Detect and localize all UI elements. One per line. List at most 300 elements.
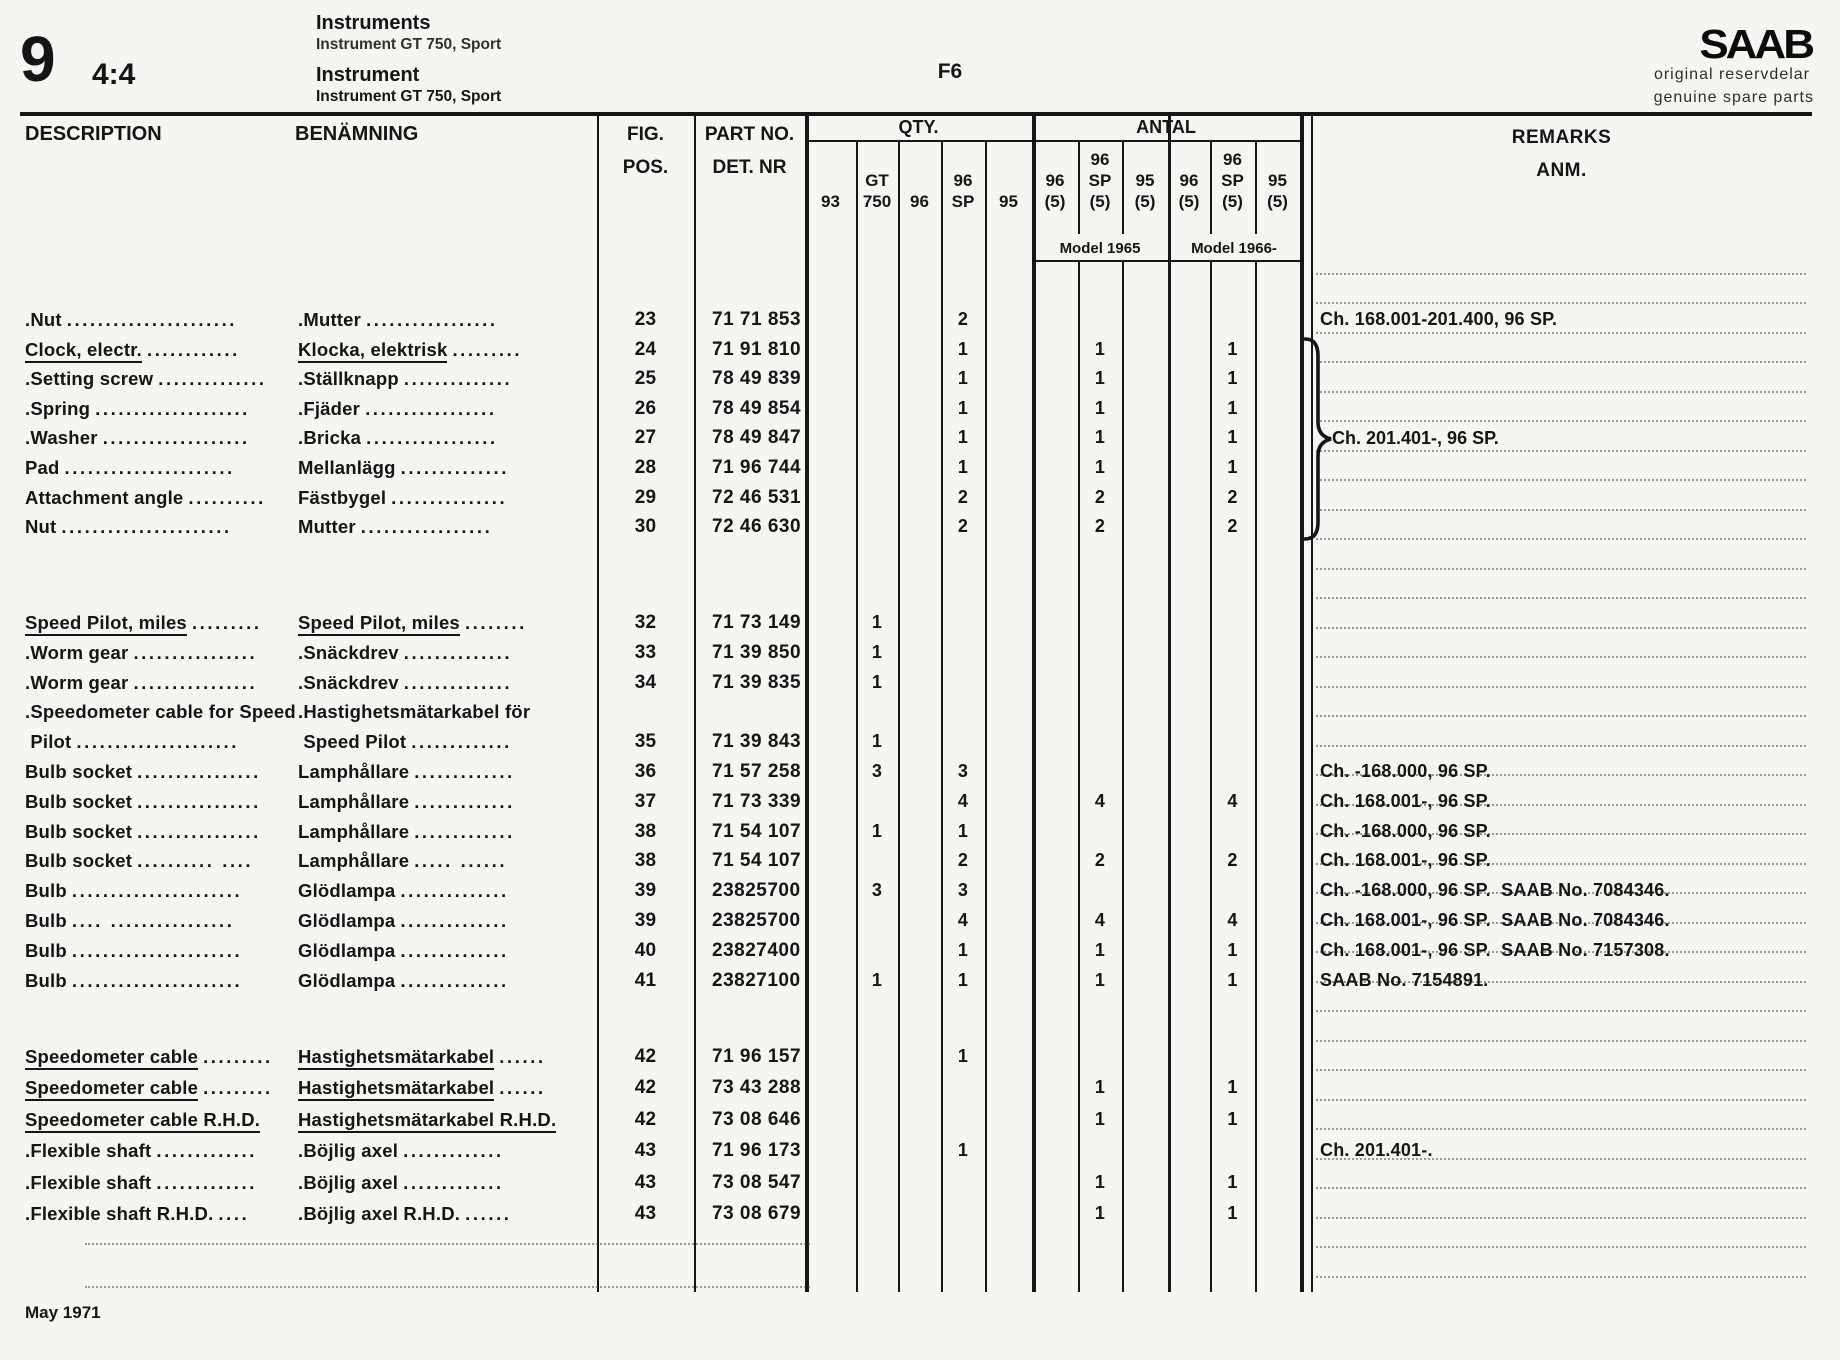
dotted-rule [1316, 568, 1806, 570]
leader-dots: .............. [400, 457, 509, 478]
table-row [0, 1172, 1840, 1199]
description-cell-text: .Flexible shaft R.H.D. [25, 1203, 214, 1224]
qty-value-cell: 1 [957, 397, 969, 418]
qty-value-cell: 1 [957, 939, 969, 960]
leader-dots: .............. [158, 368, 267, 390]
fig-pos-cell: 39 [634, 910, 657, 931]
benamning-cell-text: Lamphållare [298, 790, 410, 812]
description-cell-text: Bulb socket [25, 790, 133, 812]
qty-value-cell: 1 [957, 1046, 969, 1066]
saab-logo: SAAB [1699, 22, 1812, 68]
description-cell-text: Bulb [25, 880, 67, 902]
dotted-rule [1316, 1010, 1806, 1012]
qty-value-cell: 1 [957, 338, 969, 359]
qty-col-header-line: (5) [1089, 192, 1111, 211]
qty-value-cell: 1 [1227, 1108, 1238, 1129]
table-row [0, 309, 1840, 336]
part-number-cell: 23825700 [712, 910, 801, 931]
qty-value-cell: 3 [957, 761, 969, 781]
qty-value-cell: 2 [1094, 850, 1106, 871]
part-number-cell: 78 49 854 [712, 397, 802, 419]
fig-pos-cell: 36 [634, 761, 657, 782]
leader-dots: .......... [188, 486, 266, 508]
dotted-rule [1316, 1040, 1806, 1042]
description-cell [25, 1046, 273, 1068]
qty-col-header [805, 142, 856, 214]
qty-col-header-line: 96 [1045, 171, 1065, 190]
leader-dots: ................. [360, 516, 493, 538]
table-row [0, 516, 1840, 543]
benamning-cell [298, 821, 515, 843]
benamning-cell [298, 850, 507, 872]
qty-col-header-line: 95 [999, 192, 1018, 211]
description-cell [25, 309, 237, 331]
description-cell [25, 642, 257, 664]
fig-pos-cell: 24 [634, 338, 657, 360]
qty-value-cell: 1 [1094, 1108, 1106, 1129]
leader-dots: ................ [137, 820, 261, 842]
description-cell [25, 398, 250, 420]
qty-value-cell: 1 [1094, 338, 1106, 359]
fig-pos-cell: 42 [634, 1108, 657, 1130]
benamning-cell [298, 940, 509, 962]
benamning-cell [298, 457, 509, 479]
qty-value-cell: 1 [1094, 1077, 1106, 1098]
part-number-cell: 73 08 679 [712, 1203, 802, 1224]
description-cell [25, 487, 266, 509]
leader-dots: ............. [414, 820, 515, 842]
qty-value-cell: 2 [1227, 850, 1238, 871]
qty-value-cell: 2 [957, 516, 969, 537]
benamning-cell-text: Glödlampa [298, 939, 396, 961]
benamning-cell [298, 516, 492, 538]
leader-dots: .............. [400, 939, 509, 961]
qty-value-cell: 1 [1227, 939, 1238, 960]
description-cell-text: .Setting screw [25, 368, 154, 390]
part-number-cell: 23825700 [712, 880, 801, 902]
part-number-cell: 71 54 107 [712, 820, 802, 842]
leader-dots: ............. [403, 1140, 504, 1162]
description-cell-text: .Washer [25, 427, 98, 449]
qty-value-cell: 1 [957, 457, 969, 477]
qty-col-header-line: 96 [1179, 171, 1199, 190]
leader-dots: ................ [137, 790, 261, 812]
qty-value-cell: 3 [871, 880, 883, 901]
description-cell-text: Bulb [25, 939, 67, 961]
table-row [0, 457, 1840, 484]
qty-value-cell: 1 [871, 641, 883, 662]
qty-value-cell: 1 [1227, 1077, 1238, 1098]
part-number-cell: 71 96 173 [712, 1140, 802, 1162]
benamning-cell [298, 612, 527, 634]
qty-value-cell: 4 [957, 790, 969, 811]
qty-col-header [1078, 142, 1122, 214]
benamning-cell [298, 427, 498, 449]
dotted-rule [85, 1286, 810, 1288]
table-row [0, 1077, 1840, 1104]
fig-pos-cell: 37 [634, 790, 657, 812]
leader-dots: ................. [366, 309, 498, 330]
fig-pos-cell: 32 [634, 612, 657, 633]
column-header-det-nr: DET. NR [712, 157, 787, 178]
benamning-cell-text: Klocka, elektrisk [298, 339, 447, 363]
table-row [0, 701, 1840, 728]
dotted-rule [1316, 273, 1806, 275]
column-header-model-1965: Model 1965 [1059, 240, 1141, 257]
leader-dots: ......... [452, 338, 523, 360]
qty-value-cell: 1 [1094, 1203, 1106, 1223]
qty-col-header-line: 96 [910, 192, 929, 211]
leader-dots: ............. [414, 761, 515, 782]
description-cell [25, 457, 235, 479]
fig-pos-cell: 26 [634, 397, 657, 419]
remark-cell: Ch. 168.001-, 96 SP. [1320, 850, 1491, 871]
table-row [0, 910, 1840, 937]
brace-remark: Ch. 201.401-, 96 SP. [1332, 428, 1499, 448]
column-header-fig: FIG. [627, 124, 664, 145]
part-number-cell: 78 49 847 [712, 427, 802, 449]
leader-dots: ................. [366, 427, 498, 449]
benamning-cell [298, 1203, 512, 1225]
description-cell [25, 910, 234, 932]
qty-col-header [1210, 142, 1255, 214]
leader-dots: ...... [499, 1046, 546, 1067]
qty-value-cell: 3 [957, 880, 969, 901]
leader-dots: ......... [203, 1046, 273, 1067]
description-cell-text: Pad [25, 457, 60, 478]
title-english: Instruments [316, 12, 431, 34]
part-number-cell: 71 39 835 [712, 671, 802, 693]
fig-pos-cell: 35 [634, 731, 657, 753]
part-number-cell: 73 43 288 [712, 1077, 802, 1099]
leader-dots: ..................... [76, 731, 239, 753]
qty-col-header [985, 142, 1032, 214]
remark-cell: Ch. 168.001-, 96 SP. [1320, 790, 1491, 811]
benamning-cell-text: Hastighetsmätarkabel R.H.D. [298, 1109, 556, 1133]
description-cell-text: .Speedometer cable for Speed [25, 701, 296, 723]
part-number-cell: 71 73 149 [712, 612, 802, 633]
column-header-description: DESCRIPTION [25, 123, 162, 145]
table-row [0, 368, 1840, 395]
qty-value-cell: 1 [1227, 1203, 1238, 1223]
benamning-cell [298, 368, 512, 390]
qty-value-cell: 2 [957, 486, 969, 507]
fig-pos-cell: 29 [634, 486, 657, 508]
description-cell [25, 1172, 257, 1194]
qty-col-header-line: 96 [953, 171, 973, 190]
benamning-cell-text: .Ställknapp [298, 368, 399, 390]
leader-dots: .............. [400, 880, 509, 902]
part-number-cell: 71 39 850 [712, 641, 802, 663]
description-cell-text: .Worm gear [25, 641, 129, 663]
leader-dots: ............ [146, 338, 240, 360]
description-cell-text: .Nut [25, 309, 62, 330]
benamning-cell [298, 731, 512, 753]
remark-cell: Ch. -168.000, 96 SP. [1320, 820, 1491, 841]
part-number-cell: 71 54 107 [712, 850, 802, 872]
description-cell [25, 821, 261, 843]
qty-value-cell: 2 [1227, 516, 1238, 537]
qty-value-cell: 1 [1227, 368, 1238, 389]
leader-dots: ...................... [71, 969, 243, 991]
qty-value-cell: 4 [1227, 790, 1238, 811]
leader-dots: ...... [465, 1203, 512, 1224]
table-row [0, 791, 1840, 818]
leader-dots: ........ [464, 612, 527, 633]
description-cell [25, 731, 239, 753]
benamning-cell [298, 1140, 504, 1162]
description-cell-text: Speedometer cable [25, 1077, 198, 1101]
benamning-cell-text: .Böjlig axel [298, 1171, 399, 1193]
part-number-cell: 71 71 853 [712, 309, 802, 330]
leader-dots: .................... [95, 397, 250, 419]
qty-value-cell: 1 [1227, 338, 1238, 359]
dotted-rule [1316, 1276, 1806, 1278]
table-row [0, 880, 1840, 907]
benamning-cell-text: .Hastighetsmätarkabel för [298, 701, 531, 723]
benamning-cell [298, 701, 530, 723]
benamning-cell [298, 1046, 546, 1068]
leader-dots: ...................... [71, 880, 243, 902]
description-cell-text: Speedometer cable R.H.D. [25, 1109, 260, 1133]
qty-col-header-line: 96 [1223, 150, 1242, 169]
leader-dots: .............. [400, 969, 509, 991]
description-cell-text: Bulb socket [25, 850, 133, 872]
column-header-pos: POS. [622, 157, 669, 178]
description-cell-text: .Flexible shaft [25, 1171, 152, 1193]
description-cell [25, 612, 262, 634]
qty-value-cell: 1 [957, 820, 969, 841]
remark-cell: Ch. 168.001-201.400, 96 SP. [1320, 309, 1558, 329]
grid-horizontal-line [20, 112, 1812, 116]
qty-value-cell: 4 [1227, 910, 1238, 930]
fig-pos-cell: 38 [634, 850, 657, 872]
column-header-antal: ANTAL [1136, 117, 1196, 137]
benamning-cell [298, 1077, 546, 1099]
qty-col-header [1122, 142, 1168, 214]
part-number-cell: 71 96 744 [712, 457, 802, 478]
leader-dots: ................ [133, 641, 258, 663]
benamning-cell [298, 339, 522, 361]
column-header-qty: QTY. [898, 117, 939, 137]
description-cell [25, 850, 253, 872]
qty-col-header [1255, 142, 1300, 214]
benamning-cell-text: Speed Pilot [298, 731, 407, 753]
benamning-cell-text: .Snäckdrev [298, 671, 399, 693]
table-row [0, 970, 1840, 997]
leader-dots: ................... [102, 427, 250, 449]
leader-dots: .............. [400, 910, 509, 931]
description-cell [25, 1140, 257, 1162]
leader-dots: ............. [411, 731, 512, 753]
grid-horizontal-line [1032, 260, 1300, 262]
qty-value-cell: 1 [957, 969, 969, 990]
fig-pos-cell: 38 [634, 820, 657, 842]
part-number-cell: 23827100 [712, 969, 801, 991]
qty-col-header [856, 142, 898, 214]
qty-col-header-line: GT [865, 171, 889, 190]
part-number-cell: 71 73 339 [712, 790, 802, 812]
qty-value-cell: 2 [957, 309, 969, 329]
table-row [0, 642, 1840, 669]
benamning-cell-text: .Fjäder [298, 397, 361, 419]
qty-value-cell: 4 [1094, 910, 1106, 930]
description-cell [25, 761, 261, 783]
page-number: 9 [20, 23, 54, 95]
qty-value-cell: 4 [1094, 790, 1106, 811]
dotted-rule [85, 1243, 810, 1245]
leader-dots: .... ................ [71, 910, 235, 931]
footer-date: May 1971 [25, 1303, 101, 1322]
part-number-cell: 78 49 839 [712, 368, 802, 390]
brand-tagline-swedish: original reservdelar [1653, 66, 1810, 83]
description-cell-text: Pilot [25, 731, 72, 753]
qty-value-cell: 2 [1094, 486, 1106, 507]
section-code: F6 [937, 60, 963, 83]
benamning-cell [298, 487, 507, 509]
description-cell [25, 516, 232, 538]
part-number-cell: 72 46 531 [712, 486, 802, 508]
benamning-cell-text: Fästbygel [298, 486, 387, 508]
benamning-cell-text: Lamphållare [298, 820, 410, 842]
leader-dots: .......... .... [137, 850, 254, 872]
column-header-anm: ANM. [1536, 160, 1587, 181]
leader-dots: ............. [414, 790, 515, 812]
benamning-cell [298, 1109, 556, 1131]
grouping-brace [1303, 336, 1335, 542]
fig-pos-cell: 40 [634, 939, 657, 961]
table-row [0, 1140, 1840, 1167]
fig-pos-cell: 41 [634, 969, 657, 991]
fig-pos-cell: 43 [634, 1203, 657, 1224]
description-cell [25, 672, 257, 694]
description-cell-text: Attachment angle [25, 486, 184, 508]
remark-cell: Ch. -168.000, 96 SP. [1320, 761, 1491, 781]
qty-col-header [1032, 142, 1078, 214]
qty-col-header-line: (5) [1267, 192, 1288, 211]
description-cell [25, 880, 242, 902]
remark-cell: SAAB No. 7154891. [1320, 969, 1489, 990]
qty-col-header-line: 95 [1135, 171, 1155, 190]
qty-col-header [898, 142, 941, 214]
leader-dots: ............. [156, 1140, 257, 1162]
qty-value-cell: 1 [871, 969, 883, 990]
description-cell [25, 940, 242, 962]
qty-value-cell: 1 [1094, 427, 1106, 448]
description-cell [25, 427, 250, 449]
fig-pos-cell: 25 [634, 368, 657, 390]
qty-value-cell: 1 [1227, 427, 1238, 448]
benamning-cell-text: .Mutter [298, 309, 362, 330]
qty-value-cell: 1 [1094, 397, 1106, 418]
benamning-cell-text: Glödlampa [298, 880, 396, 902]
column-header-remarks: REMARKS [1511, 127, 1612, 148]
leader-dots: ...................... [71, 939, 243, 961]
part-number-cell: 71 96 157 [712, 1046, 802, 1067]
benamning-cell-text: Glödlampa [298, 910, 396, 931]
leader-dots: ............. [403, 1171, 504, 1193]
leader-dots: ................ [137, 761, 261, 782]
description-cell-text: .Worm gear [25, 671, 129, 693]
fig-pos-cell: 34 [634, 671, 657, 693]
qty-col-header-line: (5) [1134, 192, 1156, 211]
benamning-cell-text: Speed Pilot, miles [298, 612, 460, 636]
part-number-cell: 23827400 [712, 939, 801, 961]
part-number-cell: 71 39 843 [712, 731, 802, 753]
leader-dots: ......... [203, 1077, 273, 1099]
dotted-rule [1316, 1246, 1806, 1248]
benamning-cell [298, 791, 515, 813]
table-row [0, 761, 1840, 788]
leader-dots: ..... ...... [414, 850, 508, 872]
table-row [0, 398, 1840, 425]
benamning-cell [298, 761, 515, 783]
benamning-cell [298, 1172, 504, 1194]
fig-pos-cell: 42 [634, 1077, 657, 1099]
leader-dots: ............... [391, 486, 508, 508]
qty-col-header [1168, 142, 1210, 214]
remark-cell: Ch. -168.000, 96 SP. SAAB No. 7084346. [1320, 880, 1670, 901]
qty-col-header-line: SP [1088, 171, 1112, 190]
qty-col-header-line: (5) [1178, 192, 1200, 211]
fig-pos-cell: 43 [634, 1171, 657, 1193]
qty-value-cell: 1 [1094, 457, 1106, 477]
benamning-cell [298, 642, 512, 664]
page-ratio: 4:4 [92, 58, 136, 91]
description-cell-text: .Flexible shaft [25, 1140, 152, 1162]
qty-value-cell: 1 [957, 368, 969, 389]
part-number-cell: 73 08 547 [712, 1171, 802, 1193]
qty-value-cell: 1 [957, 427, 969, 448]
fig-pos-cell: 39 [634, 880, 657, 902]
leader-dots: .............. [403, 368, 513, 390]
benamning-cell-text: Mellanlägg [298, 457, 396, 478]
qty-value-cell: 2 [1094, 516, 1106, 537]
column-header-benamning: BENÄMNING [295, 123, 419, 145]
part-number-cell: 73 08 646 [712, 1108, 802, 1130]
fig-pos-cell: 23 [634, 309, 657, 330]
benamning-cell [298, 309, 498, 331]
qty-value-cell: 1 [871, 671, 883, 692]
qty-col-header-line: SP [1221, 171, 1244, 190]
subtitle-english: Instrument GT 750, Sport [316, 36, 502, 53]
leader-dots: ...... [499, 1077, 546, 1099]
leader-dots: ................. [365, 397, 497, 419]
fig-pos-cell: 30 [634, 516, 657, 538]
table-row [0, 672, 1840, 699]
description-cell-text: Bulb [25, 910, 67, 931]
qty-value-cell: 1 [1227, 1171, 1238, 1192]
table-row [0, 731, 1840, 758]
qty-value-cell: 3 [871, 761, 883, 781]
leader-dots: .............. [403, 641, 513, 663]
fig-pos-cell: 28 [634, 457, 657, 478]
description-cell-text: Speedometer cable [25, 1046, 198, 1070]
table-row [0, 1046, 1840, 1073]
table-row [0, 821, 1840, 848]
title-swedish: Instrument [316, 64, 420, 86]
part-number-cell: 71 91 810 [712, 338, 802, 360]
qty-value-cell: 1 [871, 731, 883, 752]
leader-dots: ...................... [66, 309, 238, 330]
qty-value-cell: 2 [1227, 486, 1238, 507]
qty-col-header-line: 95 [1268, 171, 1287, 190]
description-cell [25, 970, 242, 992]
table-row [0, 850, 1840, 877]
description-cell [25, 701, 296, 723]
qty-subcolumn-headers [805, 142, 1300, 214]
qty-value-cell: 1 [957, 1140, 969, 1161]
